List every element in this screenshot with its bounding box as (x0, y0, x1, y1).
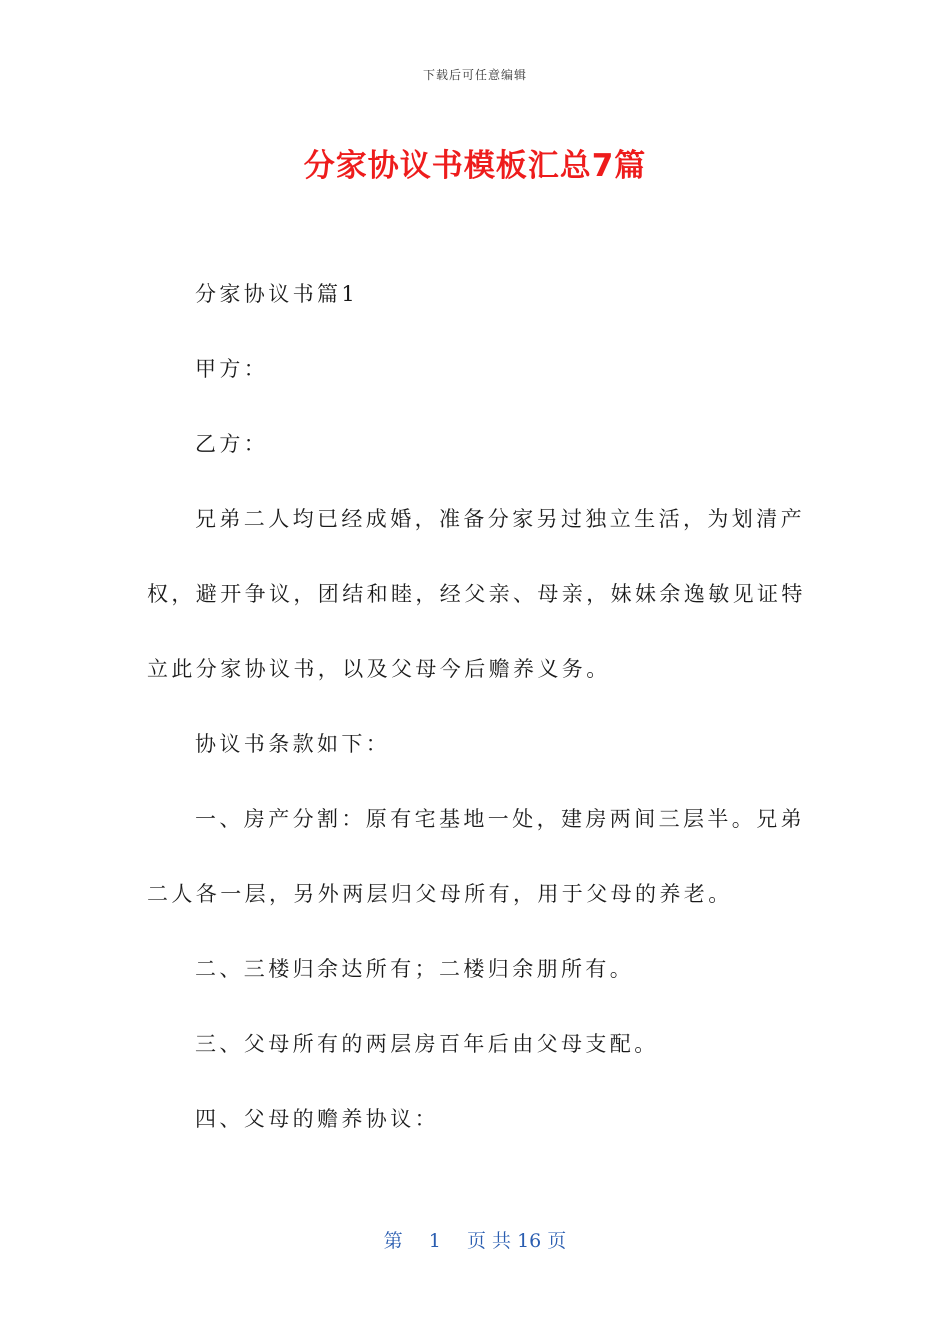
section-heading: 分家协议书篇1 (195, 282, 359, 306)
clause-1: 一、房产分割：原有宅基地一处，建房两间三层半。兄弟二人各一层，另外两层归父母所有，用于父母的养老。 (147, 807, 805, 907)
footer-middle: 页 共 (466, 1230, 512, 1252)
clause-4: 四、父母的赡养协议： (195, 1107, 439, 1131)
clauses-intro: 协议书条款如下： (195, 732, 391, 756)
document-title: 分家协议书模板汇总7篇 (303, 148, 647, 184)
clause-3: 三、父母所有的两层房百年后由父母支配。 (195, 1032, 659, 1056)
document-body (147, 276, 807, 1176)
footer-suffix: 页 (547, 1230, 567, 1252)
clause-2: 二、三楼归余达所有；二楼归余朋所有。 (195, 957, 635, 981)
party-a-line: 甲方： (195, 357, 269, 381)
party-b-line: 乙方： (195, 432, 269, 456)
preamble-paragraph: 兄弟二人均已经成婚，准备分家另过独立生活，为划清产权，避开争议，团结和睦，经父亲、母亲，妹妹余逸敏见证特立此分家协议书，以及父母今后赡养义务。 (147, 507, 806, 682)
page-number-footer (0, 1226, 950, 1253)
download-note: 下载后可任意编辑 (422, 68, 527, 82)
current-page: 1 (428, 1230, 441, 1252)
footer-prefix: 第 (383, 1230, 403, 1252)
total-pages: 16 (517, 1230, 542, 1252)
